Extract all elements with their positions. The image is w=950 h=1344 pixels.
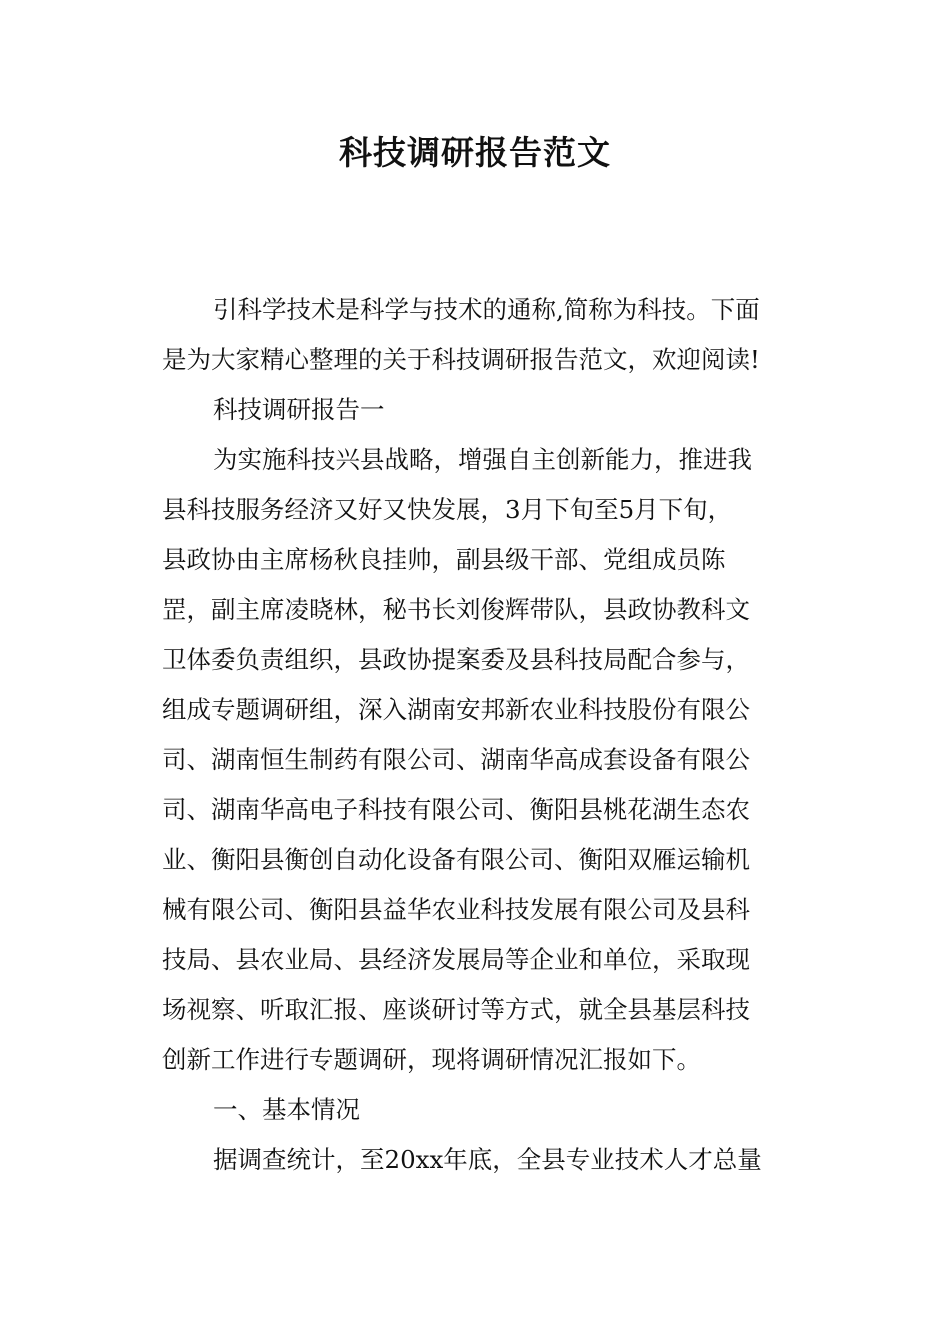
paragraph-line: 场视察、听取汇报、座谈研讨等方式，就全县基层科技 <box>162 995 750 1024</box>
paragraph-line: 引科学技术是科学与技术的通称,简称为科技。下面 <box>213 295 760 324</box>
paragraph-line: 创新工作进行专题调研，现将调研情况汇报如下。 <box>162 1045 701 1074</box>
paragraph-line: 卫体委负责组织，县政协提案委及县科技局配合参与， <box>162 645 750 674</box>
paragraph-line: 罡，副主席凌晓林，秘书长刘俊辉带队，县政协教科文 <box>162 595 750 624</box>
section-heading: 一、基本情况 <box>213 1095 360 1124</box>
paragraph-line: 为实施科技兴县战略，增强自主创新能力，推进我 <box>213 445 752 474</box>
paragraph-line: 技局、县农业局、县经济发展局等企业和单位，采取现 <box>162 945 750 974</box>
paragraph-line: 是为大家精心整理的关于科技调研报告范文，欢迎阅读! <box>162 345 760 374</box>
paragraph-line: 县科技服务经济又好又快发展，3月下旬至5月下旬， <box>162 495 733 524</box>
paragraph-line: 司、湖南恒生制药有限公司、湖南华高成套设备有限公 <box>162 745 750 774</box>
paragraph-line: 司、湖南华高电子科技有限公司、衡阳县桃花湖生态农 <box>162 795 750 824</box>
paragraph-line: 业、衡阳县衡创自动化设备有限公司、衡阳双雁运输机 <box>162 845 750 874</box>
paragraph-line: 县政协由主席杨秋良挂帅，副县级干部、党组成员陈 <box>162 545 726 574</box>
paragraph-line: 械有限公司、衡阳县益华农业科技发展有限公司及县科 <box>162 895 750 924</box>
section-heading: 科技调研报告一 <box>213 395 385 424</box>
paragraph-line: 据调查统计，至20xx年底，全县专业技术人才总量 <box>213 1145 762 1174</box>
document-title: 科技调研报告范文 <box>339 133 611 172</box>
paragraph-line: 组成专题调研组，深入湖南安邦新农业科技股份有限公 <box>162 695 750 724</box>
